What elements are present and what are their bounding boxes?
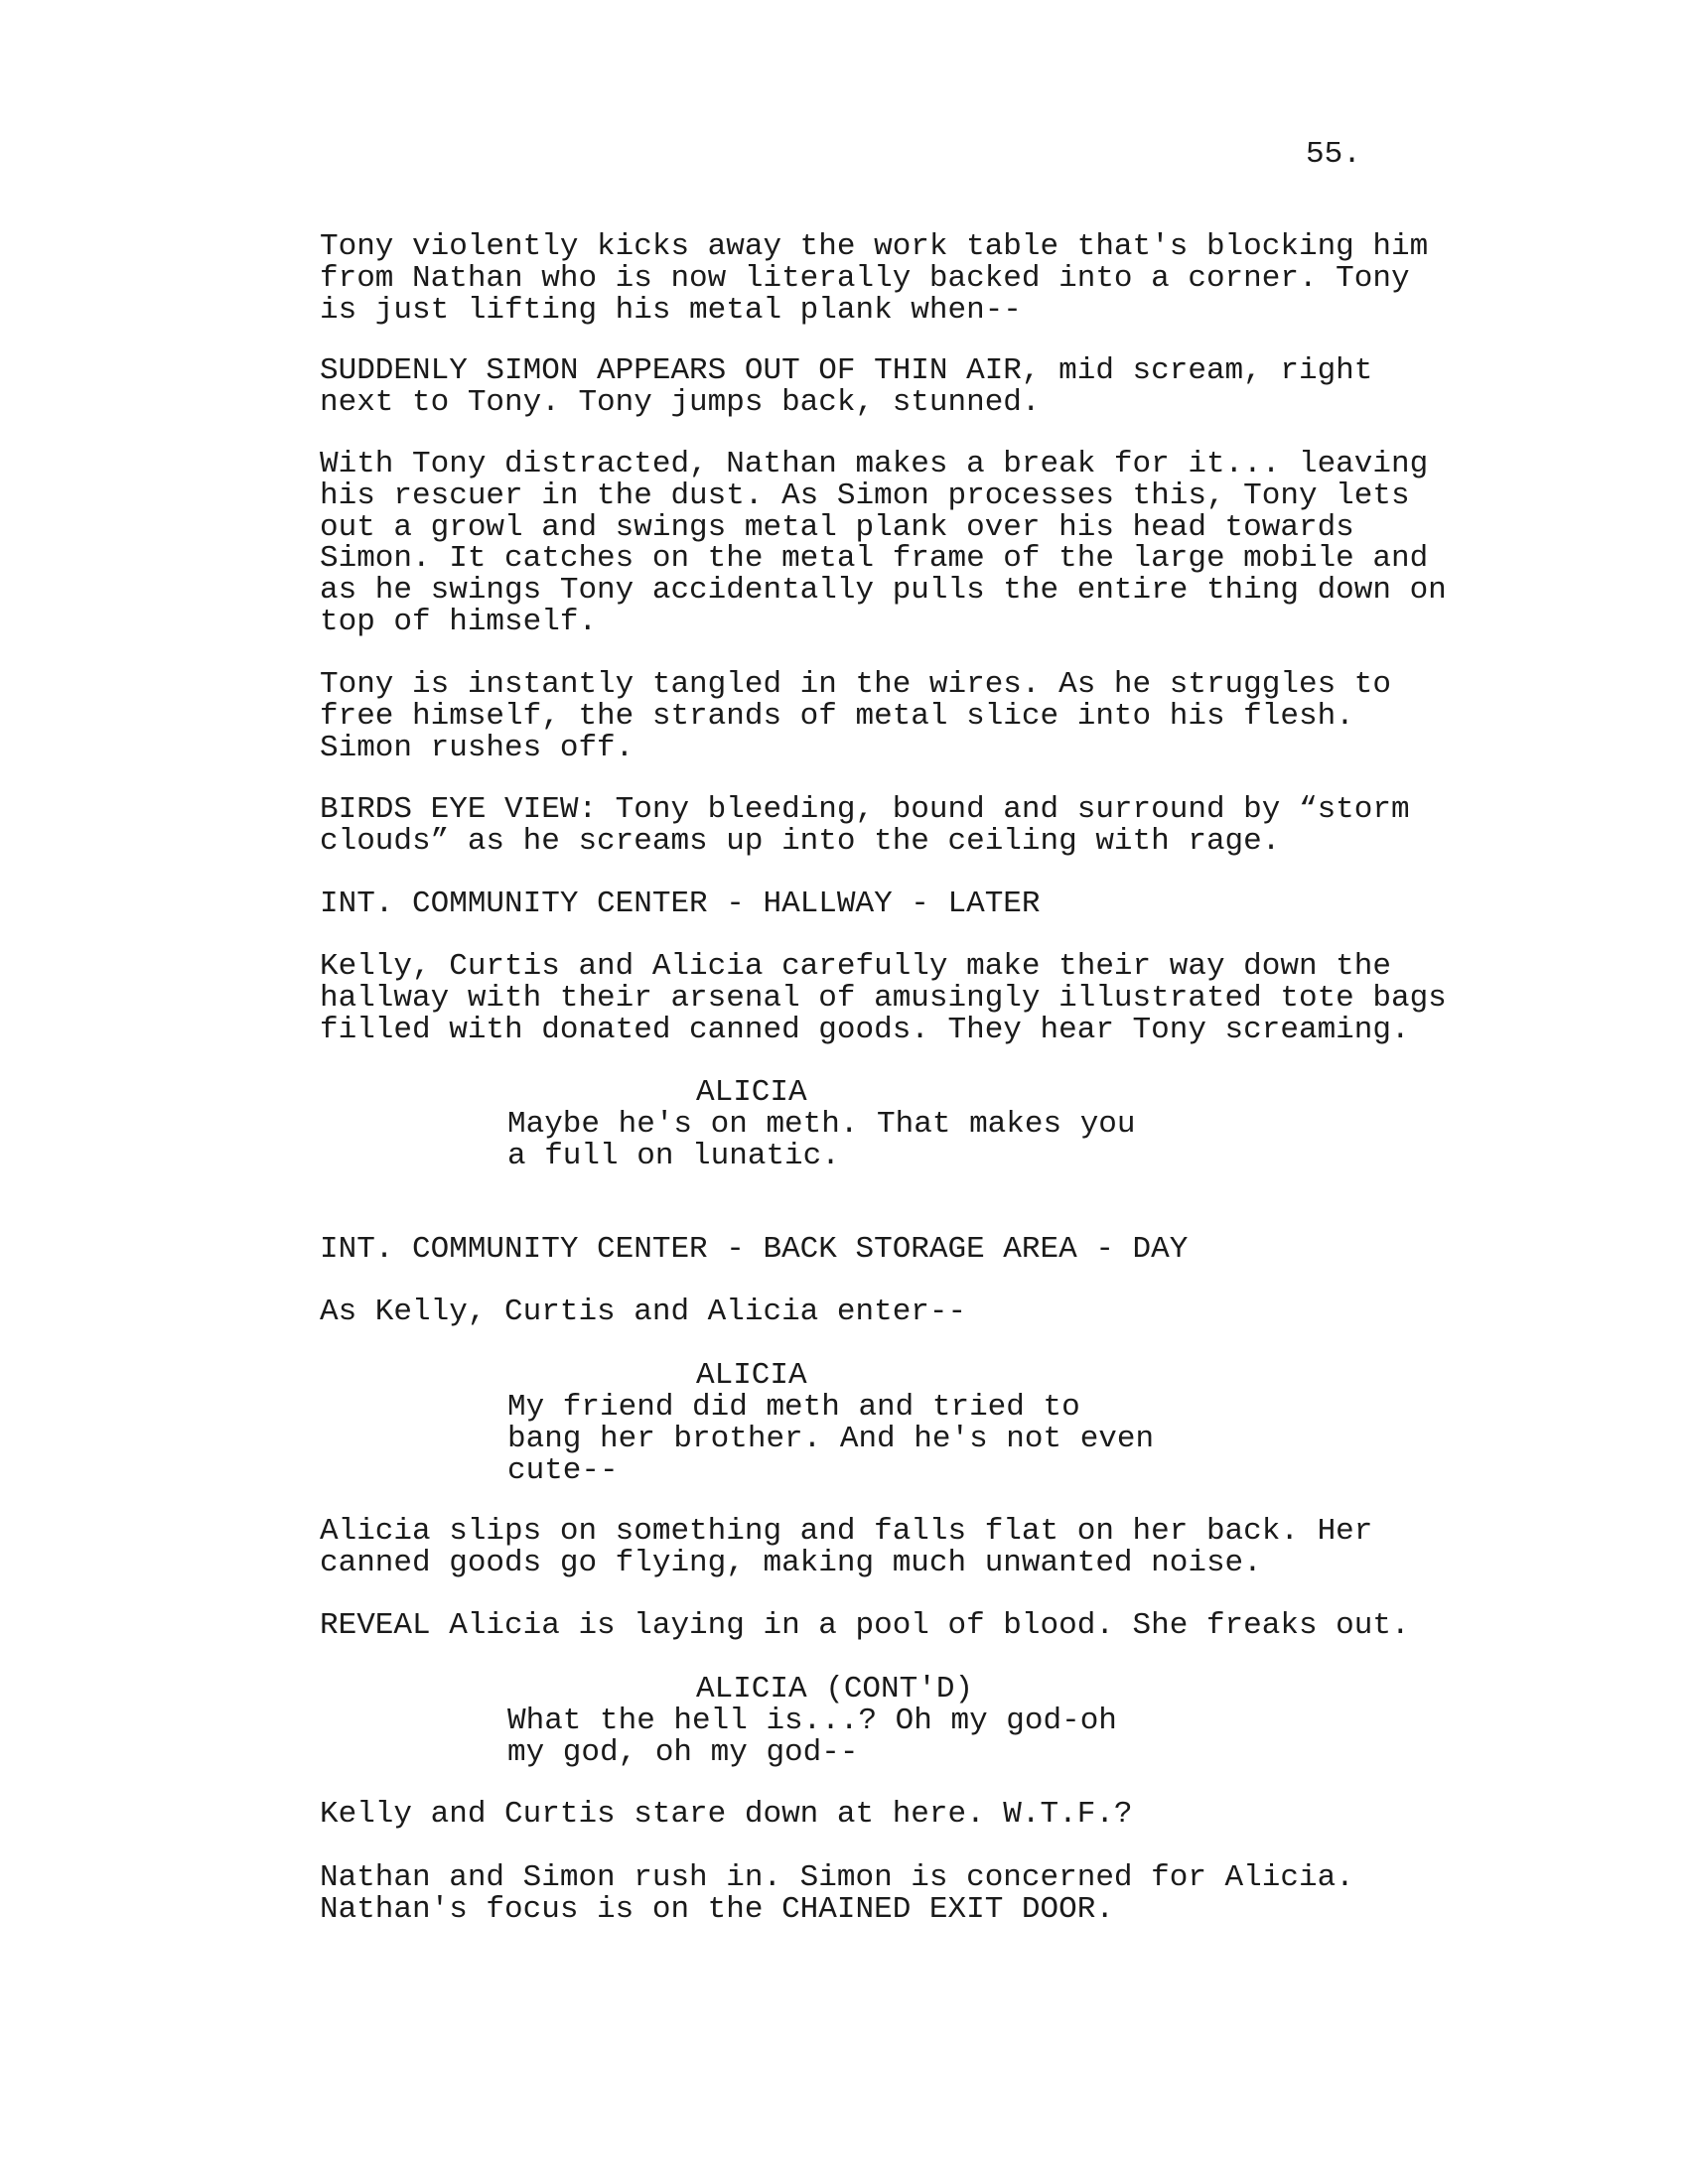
action-paragraph: SUDDENLY SIMON APPEARS OUT OF THIN AIR, mid scream, right next to Tony. Tony jumps back, stunned. xyxy=(320,353,1373,420)
scene-heading: INT. COMMUNITY CENTER - BACK STORAGE AREA - DAY xyxy=(320,1232,1189,1267)
character-name: ALICIA (CONT'D) xyxy=(696,1672,974,1706)
action-paragraph: Alicia slips on something and falls flat on her back. Her canned goods go flying, making much unwanted noise. xyxy=(320,1514,1373,1580)
action-paragraph: Tony is instantly tangled in the wires. As he struggles to free himself, the strands of metal slice into his flesh. Simon rushes off. xyxy=(320,667,1391,765)
character-name: ALICIA xyxy=(696,1075,807,1110)
action-paragraph: BIRDS EYE VIEW: Tony bleeding, bound and surround by “storm clouds” as he screams up into the ceiling with rage. xyxy=(320,792,1410,859)
dialogue: What the hell is...? Oh my god-oh my god, oh my god-- xyxy=(507,1704,1117,1770)
dialogue: My friend did meth and tried to bang her brother. And he's not even cute-- xyxy=(507,1390,1155,1488)
scene-heading: INT. COMMUNITY CENTER - HALLWAY - LATER xyxy=(320,887,1041,921)
dialogue: Maybe he's on meth. That makes you a full on lunatic. xyxy=(507,1107,1136,1173)
action-paragraph: Tony violently kicks away the work table that's blocking him from Nathan who is now literally backed into a corner. Tony is just lifting his metal plank when-- xyxy=(320,229,1429,328)
action-paragraph: Nathan and Simon rush in. Simon is concerned for Alicia. Nathan's focus is on the CHAINED EXIT DOOR. xyxy=(320,1860,1354,1927)
action-paragraph: As Kelly, Curtis and Alicia enter-- xyxy=(320,1295,967,1329)
action-paragraph: Kelly and Curtis stare down at here. W.T.F.? xyxy=(320,1797,1133,1832)
page-number: 55. xyxy=(1306,137,1361,172)
action-paragraph: REVEAL Alicia is laying in a pool of blood. She freaks out. xyxy=(320,1608,1410,1643)
character-name: ALICIA xyxy=(696,1358,807,1393)
action-paragraph: Kelly, Curtis and Alicia carefully make their way down the hallway with their arsenal of amusingly illustrated tote bags filled with donated canned goods. They hear Tony screaming. xyxy=(320,949,1447,1047)
action-paragraph: With Tony distracted, Nathan makes a break for it... leaving his rescuer in the dust. As Simon processes this, Tony lets out a growl and swings metal plank over his head towards Simon. It catches on the metal frame of the large mobile and as he swings Tony accidentally pulls the entire thing down on top of himself. xyxy=(320,447,1447,639)
